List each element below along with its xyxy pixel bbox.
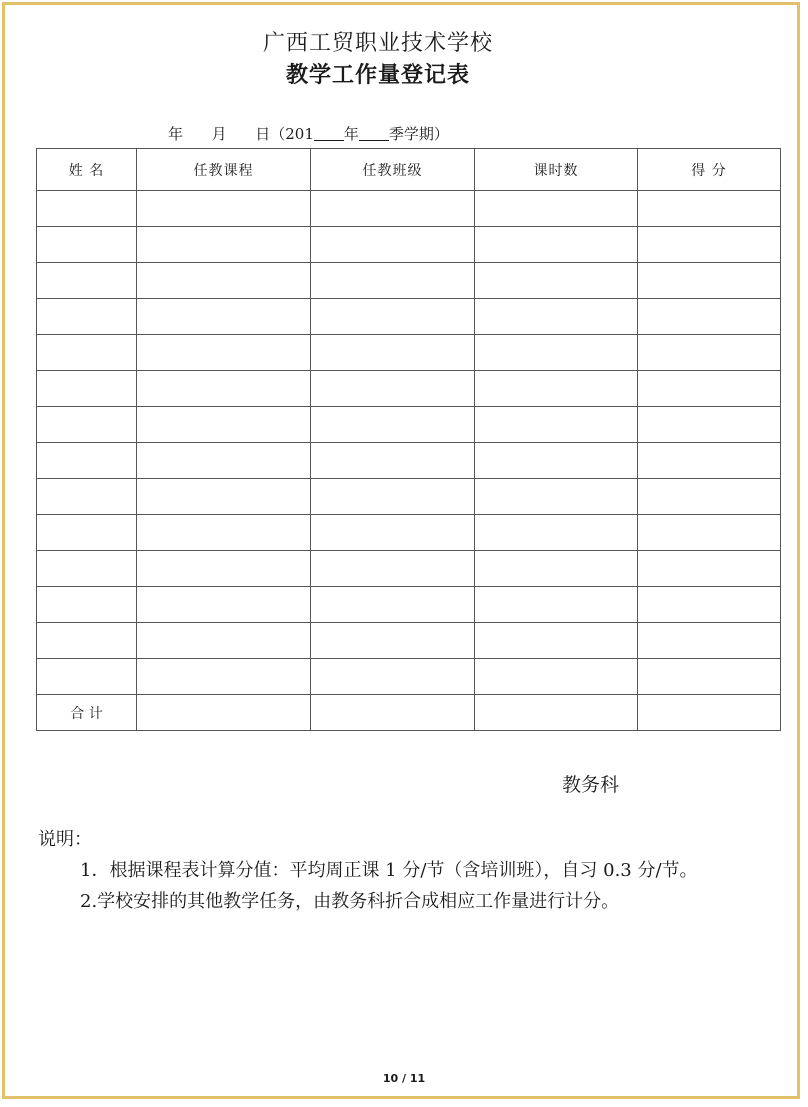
table-cell[interactable] [37, 623, 137, 659]
table-cell[interactable] [37, 659, 137, 695]
table-row [37, 515, 781, 551]
table-row [37, 227, 781, 263]
department-label: 教务科 [562, 774, 620, 796]
table-cell[interactable] [311, 587, 475, 623]
table-cell[interactable] [137, 191, 311, 227]
table-cell[interactable] [137, 371, 311, 407]
table-cell[interactable] [311, 659, 475, 695]
table-cell[interactable] [311, 479, 475, 515]
note-item: 1．根据课程表计算分值：平均周正课 1 分/节（含培训班），自习 0.3 分/节。 [80, 860, 698, 881]
date-end-label: 季学期） [388, 125, 449, 143]
table-cell[interactable] [638, 299, 781, 335]
header-name: 姓 名 [37, 149, 137, 191]
header-hours: 课时数 [475, 149, 638, 191]
table-cell[interactable] [37, 191, 137, 227]
table-cell[interactable] [475, 515, 638, 551]
total-row [37, 695, 781, 731]
table-row [37, 299, 781, 335]
table-cell[interactable] [137, 443, 311, 479]
table-cell[interactable] [638, 335, 781, 371]
table-cell[interactable] [475, 407, 638, 443]
date-day-label: 日（201 [255, 125, 314, 143]
table-cell[interactable] [37, 299, 137, 335]
table-cell[interactable] [475, 587, 638, 623]
table-cell[interactable] [311, 371, 475, 407]
form-title: 教学工作量登记表 [285, 62, 470, 88]
table-cell[interactable] [311, 335, 475, 371]
table-cell[interactable] [475, 659, 638, 695]
table-cell[interactable] [475, 371, 638, 407]
table-cell[interactable] [137, 587, 311, 623]
table-cell[interactable] [638, 587, 781, 623]
table-cell[interactable] [475, 443, 638, 479]
table-cell[interactable] [638, 407, 781, 443]
table-cell[interactable] [311, 299, 475, 335]
workload-table [36, 148, 781, 731]
table-cell[interactable] [638, 191, 781, 227]
table-cell[interactable] [638, 371, 781, 407]
table-row [37, 659, 781, 695]
table-body [37, 191, 781, 731]
table-cell[interactable] [311, 407, 475, 443]
table-cell[interactable] [638, 443, 781, 479]
table-cell[interactable] [37, 479, 137, 515]
season-blank [359, 126, 389, 141]
date-mid-label: 年 [343, 125, 359, 143]
table-cell[interactable] [37, 407, 137, 443]
table-cell[interactable] [37, 263, 137, 299]
table-cell[interactable] [475, 191, 638, 227]
table-cell[interactable] [638, 695, 781, 731]
table-cell[interactable] [638, 479, 781, 515]
table-cell[interactable] [475, 227, 638, 263]
table-cell[interactable] [638, 623, 781, 659]
table-cell[interactable] [311, 443, 475, 479]
table-cell[interactable] [311, 515, 475, 551]
table-cell[interactable] [311, 227, 475, 263]
table-row [37, 191, 781, 227]
table-row [37, 587, 781, 623]
header-course: 任教课程 [137, 149, 311, 191]
table-cell[interactable] [311, 263, 475, 299]
table-cell[interactable] [311, 551, 475, 587]
table-cell[interactable] [475, 263, 638, 299]
table-cell[interactable] [137, 515, 311, 551]
table-cell[interactable] [137, 299, 311, 335]
table-cell[interactable] [37, 551, 137, 587]
table-cell[interactable] [137, 659, 311, 695]
table-cell[interactable] [137, 623, 311, 659]
table-cell[interactable] [475, 335, 638, 371]
table-cell[interactable] [137, 551, 311, 587]
table-cell[interactable] [638, 515, 781, 551]
table-cell[interactable] [37, 587, 137, 623]
table-row [37, 443, 781, 479]
table-cell[interactable] [638, 659, 781, 695]
table-cell[interactable] [475, 551, 638, 587]
table-cell[interactable] [638, 263, 781, 299]
table-cell[interactable] [37, 227, 137, 263]
date-year-label: 年 [168, 125, 184, 143]
table-row [37, 263, 781, 299]
table-row [37, 479, 781, 515]
table-cell[interactable] [311, 623, 475, 659]
notes-heading: 说明： [38, 829, 92, 850]
table-row [37, 551, 781, 587]
table-row [37, 371, 781, 407]
table-cell[interactable] [638, 227, 781, 263]
table-row [37, 407, 781, 443]
total-label: 合 计 [37, 695, 137, 731]
header-class: 任教班级 [311, 149, 475, 191]
table-header-row [37, 149, 781, 191]
table-cell[interactable] [475, 479, 638, 515]
table-cell[interactable] [137, 263, 311, 299]
table-cell[interactable] [137, 227, 311, 263]
table-cell[interactable] [475, 299, 638, 335]
table-cell[interactable] [638, 551, 781, 587]
table-cell[interactable] [311, 695, 475, 731]
page-number: 10 / 11 [382, 1072, 426, 1085]
table-cell[interactable] [137, 335, 311, 371]
header-score: 得 分 [638, 149, 781, 191]
table-cell[interactable] [37, 515, 137, 551]
table-cell[interactable] [137, 695, 311, 731]
notes-section [38, 824, 728, 917]
table-cell[interactable] [311, 191, 475, 227]
table-cell[interactable] [475, 623, 638, 659]
table-cell[interactable] [475, 695, 638, 731]
school-name: 广西工贸职业技术学校 [262, 31, 493, 56]
date-line [168, 123, 449, 144]
table-cell[interactable] [137, 407, 311, 443]
table-cell[interactable] [37, 335, 137, 371]
date-month-label: 月 [211, 125, 227, 143]
table-row [37, 623, 781, 659]
year-blank [314, 126, 344, 141]
table-row [37, 335, 781, 371]
table-cell[interactable] [37, 443, 137, 479]
note-item: 2.学校安排的其他教学任务，由教务科折合成相应工作量进行计分。 [80, 891, 620, 912]
table-cell[interactable] [37, 371, 137, 407]
table-cell[interactable] [137, 479, 311, 515]
